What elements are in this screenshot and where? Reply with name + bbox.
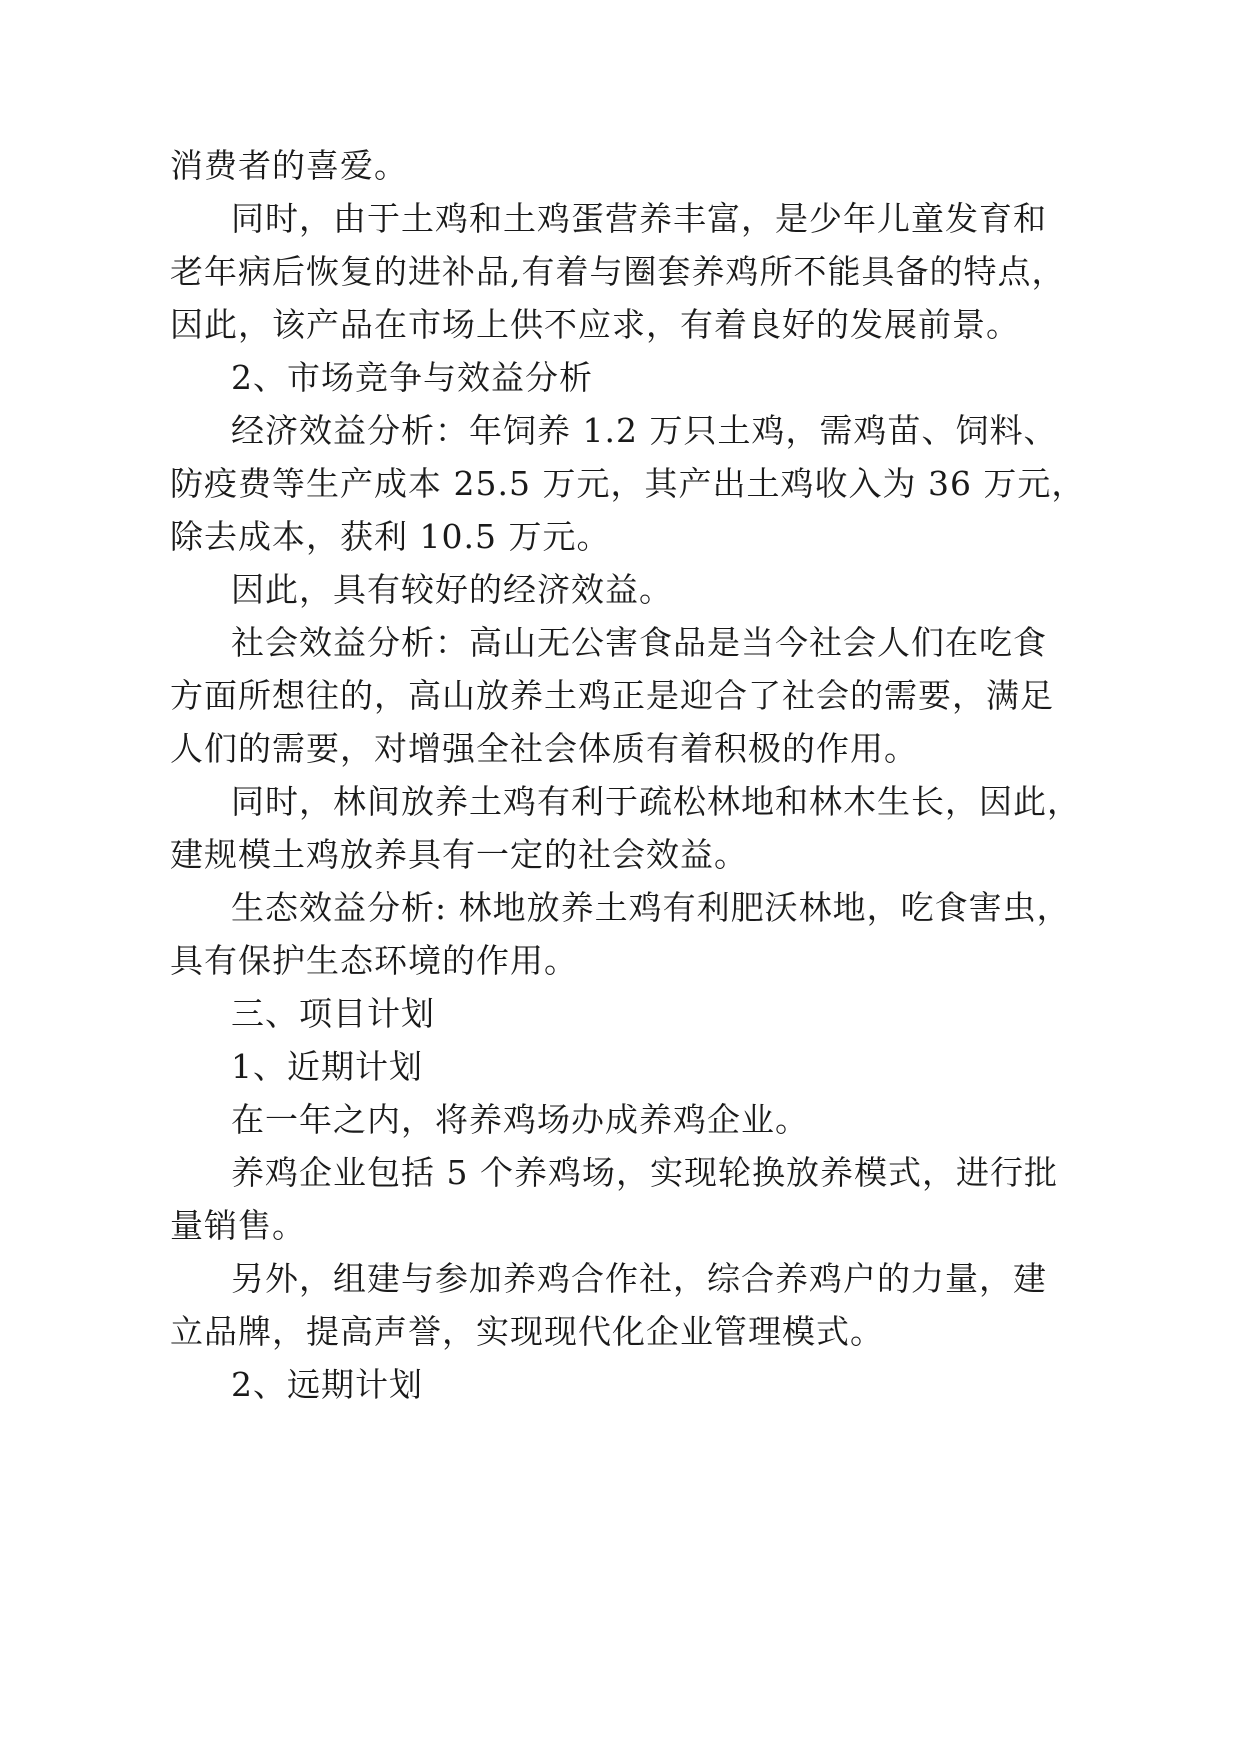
text-line: 因此，该产品在市场上供不应求，有着良好的发展前景。 (170, 305, 1020, 344)
text-line: 量销售。 (170, 1206, 306, 1245)
text-line: 老年病后恢复的进补品,有着与圈套养鸡所不能具备的特点， (170, 252, 1066, 291)
text-line: 人们的需要，对增强全社会体质有着积极的作用。 (170, 729, 918, 768)
text-line: 立品牌，提高声誉，实现现代化企业管理模式。 (170, 1312, 884, 1351)
paragraph-first-line: 养鸡企业包括 5 个养鸡场，实现轮换放养模式，进行批 (231, 1153, 1058, 1192)
text-line: 具有保护生态环境的作用。 (170, 941, 578, 980)
text-line: 建规模土鸡放养具有一定的社会效益。 (170, 835, 748, 874)
subsection-heading: 2、远期计划 (231, 1365, 423, 1404)
paragraph-first-line: 同时，林间放养土鸡有利于疏松林地和林木生长，因此， (231, 782, 1081, 821)
section-heading: 三、项目计划 (231, 994, 435, 1033)
section-heading: 2、市场竞争与效益分析 (231, 358, 593, 397)
paragraph-first-line: 在一年之内，将养鸡场办成养鸡企业。 (231, 1100, 809, 1139)
paragraph-first-line: 因此，具有较好的经济效益。 (231, 570, 673, 609)
paragraph-first-line: 经济效益分析：年饲养 1.2 万只土鸡，需鸡苗、饲料、 (231, 411, 1058, 450)
text-line: 消费者的喜爱。 (170, 146, 408, 185)
paragraph-first-line: 生态效益分析: 林地放养土鸡有利肥沃林地，吃食害虫， (231, 888, 1071, 927)
paragraph-first-line: 社会效益分析：高山无公害食品是当今社会人们在吃食 (231, 623, 1047, 662)
subsection-heading: 1、近期计划 (231, 1047, 423, 1086)
paragraph-first-line: 另外，组建与参加养鸡合作社，综合养鸡户的力量，建 (231, 1259, 1047, 1298)
text-line: 方面所想往的，高山放养土鸡正是迎合了社会的需要，满足 (170, 676, 1054, 715)
text-line: 除去成本，获利 10.5 万元。 (170, 517, 611, 556)
text-line: 防疫费等生产成本 25.5 万元，其产出土鸡收入为 36 万元， (170, 464, 1086, 503)
paragraph-first-line: 同时，由于土鸡和土鸡蛋营养丰富，是少年儿童发育和 (231, 199, 1047, 238)
